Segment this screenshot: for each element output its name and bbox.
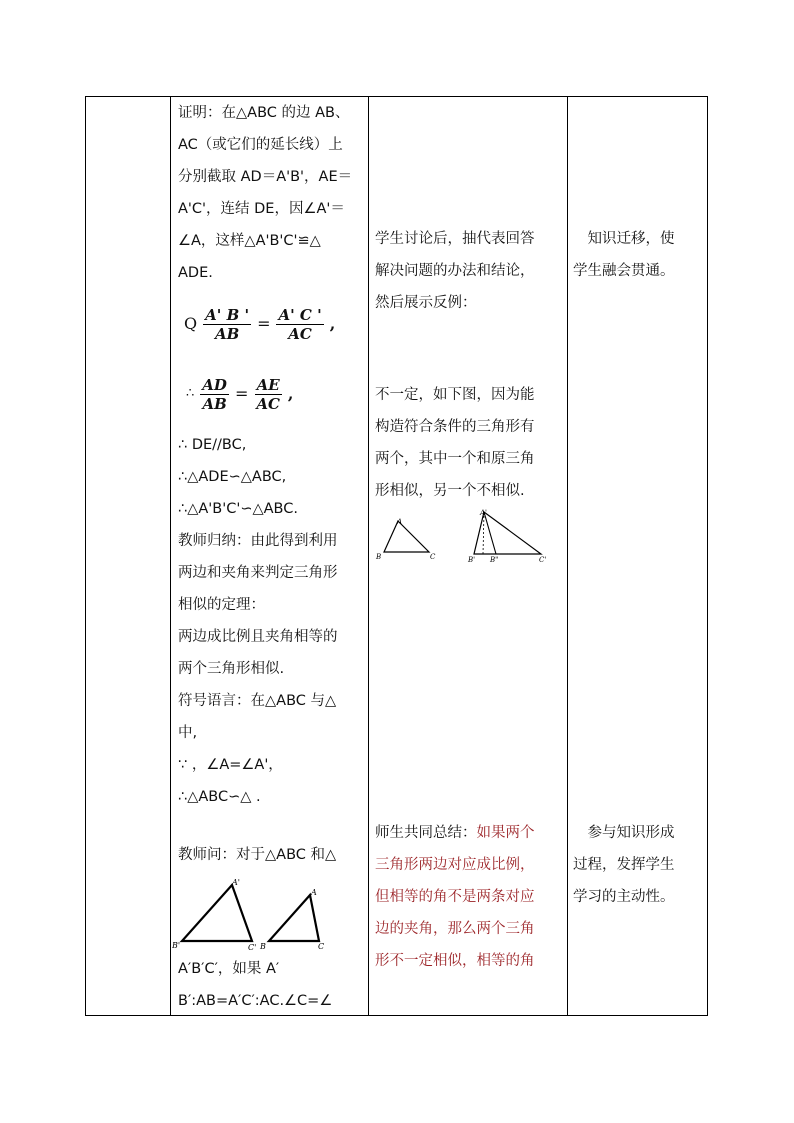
two-triangles-figure — [172, 877, 357, 957]
text-line: 三角形两边对应成比例， — [375, 857, 535, 873]
label-a-prime: A' — [480, 509, 487, 517]
numerator: AD — [202, 375, 227, 394]
altitude-dashed — [483, 512, 484, 554]
numerator: A' B ' — [205, 305, 250, 324]
summary-highlight: 如果两个 — [476, 825, 535, 841]
label-a: A — [311, 888, 317, 897]
label-b: B — [260, 942, 266, 951]
label-b-prime: B' — [172, 941, 181, 950]
summary-intro: 师生共同总结： — [375, 825, 477, 841]
text-line: 两边和夹角来判定三角形 — [178, 565, 338, 581]
ratio-equation-1 — [178, 289, 360, 359]
student-activity-1 — [375, 223, 555, 319]
triangle-a-prime — [474, 512, 541, 554]
column-divider — [170, 97, 171, 1015]
denominator: AC — [288, 324, 312, 343]
therefore-symbol: ∴ — [186, 386, 195, 401]
text-line: 教师归纳：由此得到利用 — [178, 533, 338, 549]
comma: , — [287, 384, 294, 403]
text-line: ADE. — [178, 265, 213, 281]
text-line: 符号语言：在△ABC 与△ — [178, 693, 337, 709]
text-line: 形不一定相似，相等的角 — [375, 953, 535, 969]
text-line: 相似的定理： — [178, 597, 265, 613]
fraction — [276, 306, 323, 343]
label-c-prime: C' — [539, 556, 547, 564]
design-intent-1 — [573, 223, 705, 287]
text-line: 形相似，另一个不相似. — [375, 483, 525, 499]
text-line: 学习的主动性。 — [573, 889, 675, 905]
text-line: 边的夹角，那么两个三角 — [375, 921, 535, 937]
label-b-double-prime: B" — [490, 556, 499, 564]
fraction — [200, 376, 229, 413]
summary-block — [375, 817, 555, 977]
text-line: 教师问：对于△ABC 和△ — [178, 847, 337, 863]
counterexample-figure — [374, 509, 554, 569]
fraction — [254, 376, 282, 413]
teacher-question-cell — [178, 839, 360, 871]
alternate-side — [484, 512, 496, 554]
text-line: ∴ DE//BC, — [178, 437, 247, 453]
label-c: C — [318, 942, 325, 951]
text-line: 参与知识形成 — [573, 825, 675, 841]
label-a-prime: A' — [232, 878, 240, 887]
text-line: 两个，其中一个和原三角 — [375, 451, 535, 467]
design-intent-2 — [573, 817, 705, 913]
column-divider — [567, 97, 568, 1015]
numerator: AE — [256, 375, 280, 394]
comma: , — [329, 314, 336, 333]
text-line: 学生融会贯通。 — [573, 263, 675, 279]
text-line: 中, — [178, 725, 198, 741]
equals-sign: = — [257, 314, 271, 333]
text-line: ∵ ，∠A=∠A'， — [178, 757, 283, 773]
label-a: A — [397, 518, 403, 526]
text-line: B′:AB=A′C′:AC.∠C=∠ — [178, 993, 333, 1009]
numerator: A' C ' — [278, 305, 322, 324]
conclusion-text — [178, 429, 360, 813]
text-line: ∴△ADE∽△ABC, — [178, 469, 287, 485]
triangle-a-prime — [182, 885, 252, 941]
text-line: A'C'，连结 DE，因∠A'＝ — [178, 201, 345, 217]
text-line: 知识迁移，使 — [573, 231, 675, 247]
student-activity-2 — [375, 379, 555, 507]
denominator: AB — [202, 394, 227, 413]
fraction — [203, 306, 251, 343]
equals-sign: = — [234, 384, 249, 403]
text-line: 学生讨论后，抽代表回答 — [375, 231, 535, 247]
denominator: AC — [256, 394, 280, 413]
triangle-abc — [384, 521, 429, 552]
text-line: AC（或它们的延长线）上 — [178, 137, 343, 153]
proof-text — [178, 97, 360, 289]
text-line: A′B′C′，如果 A′ — [178, 961, 280, 977]
label-b: B — [376, 553, 382, 561]
text-line — [375, 817, 555, 849]
text-line: 构造符合条件的三角形有 — [375, 419, 535, 435]
teacher-question-continued — [178, 953, 360, 1017]
because-symbol: Q — [184, 314, 198, 333]
label-c-prime: C' — [248, 943, 257, 952]
text-line: 证明：在△ABC 的边 AB、 — [178, 105, 350, 121]
column-divider — [368, 97, 369, 1015]
text-line: 分别截取 AD＝A'B'，AE＝ — [178, 169, 353, 185]
text-line: ∠A，这样△A'B'C'≌△ — [178, 233, 321, 249]
triangle-a — [269, 895, 319, 941]
lesson-table — [85, 96, 708, 1016]
text-line: 两个三角形相似. — [178, 661, 285, 677]
denominator: AB — [214, 324, 240, 343]
text-line: 然后展示反例： — [375, 295, 477, 311]
ratio-equation-2 — [178, 359, 360, 429]
text-line: 不一定，如下图，因为能 — [375, 387, 535, 403]
text-line: 解决问题的办法和结论， — [375, 263, 535, 279]
label-c: C — [430, 553, 436, 561]
text-line: 两边成比例且夹角相等的 — [178, 629, 338, 645]
teaching-content-cell — [178, 97, 360, 813]
text-line: ∴△ABC∽△ . — [178, 789, 261, 805]
text-line: 过程，发挥学生 — [573, 857, 675, 873]
text-line: ∴△A'B'C'∽△ABC. — [178, 501, 298, 517]
label-b-prime: B' — [468, 556, 476, 564]
text-line: 但相等的角不是两条对应 — [375, 889, 535, 905]
